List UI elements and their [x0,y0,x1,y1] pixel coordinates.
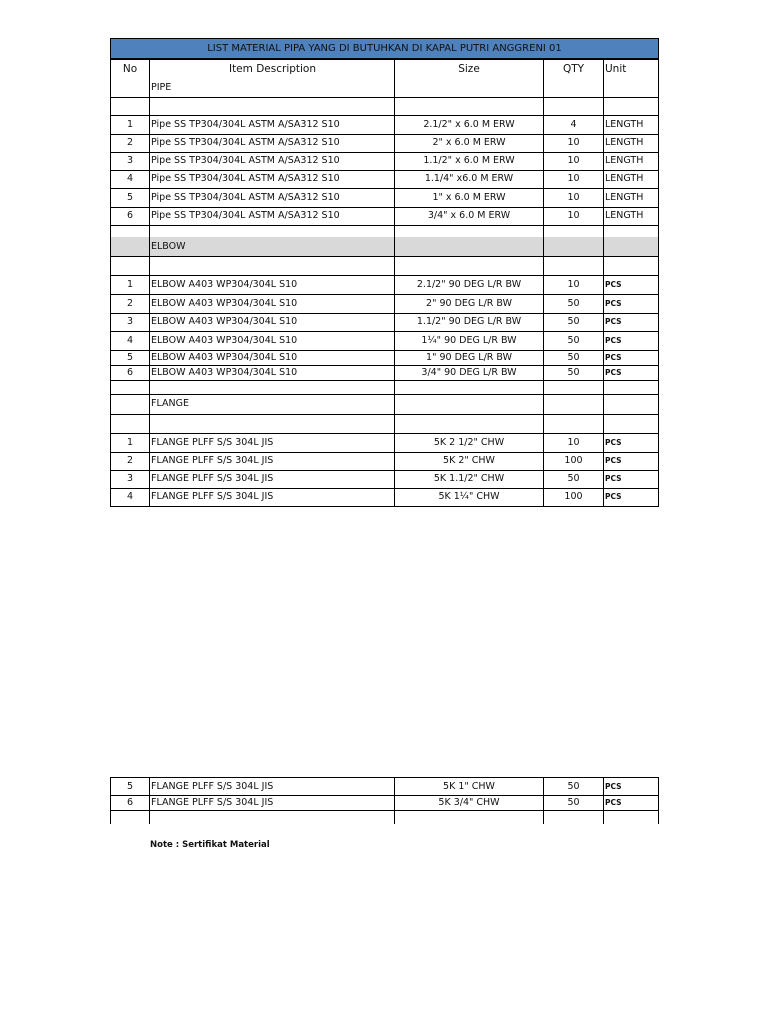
cell-qty [543,97,603,115]
cell-no: 6 [110,365,149,380]
section-row-pipe [110,79,659,97]
cell-qty: 50 [543,795,603,810]
cell-qty: 10 [543,275,603,294]
cell-no [110,97,149,115]
empty-row [110,97,659,115]
cell-desc [149,414,394,433]
cell-no: 2 [110,452,149,470]
cell-size [394,394,543,414]
cell-qty: 50 [543,470,603,488]
cell-size: 5K 3/4" CHW [394,795,543,810]
cell-qty [543,810,603,824]
table-title [110,38,659,59]
cell-size [394,256,543,275]
cell-unit: PCS [603,313,659,331]
cell-desc: FLANGE PLFF S/S 304L JIS [149,795,394,810]
table-row [110,275,659,294]
cell-qty [543,414,603,433]
cell-size: 1" x 6.0 M ERW [394,188,543,207]
cell-qty [543,380,603,394]
cell-size [394,225,543,237]
cell-qty: 10 [543,207,603,225]
cell-size: 3/4" x 6.0 M ERW [394,207,543,225]
cell-unit [603,394,659,414]
cell-size: 1.1/2" 90 DEG L/R BW [394,313,543,331]
cell-desc [149,256,394,275]
cell-no: 3 [110,470,149,488]
cell-desc: FLANGE [149,394,394,414]
cell-desc: FLANGE PLFF S/S 304L JIS [149,452,394,470]
cell-no: 2 [110,134,149,152]
cell-unit: PCS [603,470,659,488]
cell-size: 5K 2" CHW [394,452,543,470]
cell-no: 5 [110,778,149,795]
cell-no: 1 [110,115,149,134]
cell-desc: ELBOW A403 WP304/304L S10 [149,350,394,365]
cell-qty: 50 [543,350,603,365]
cell-desc: Pipe SS TP304/304L ASTM A/SA312 S10 [149,152,394,170]
table-row [110,115,659,134]
cell-unit: LENGTH [603,170,659,188]
cell-size [394,380,543,394]
table-row [110,433,659,452]
empty-row [110,256,659,275]
table-row [110,134,659,152]
cell-no [110,225,149,237]
cell-size [394,237,543,256]
cell-no: 4 [110,170,149,188]
cell-unit: PCS [603,795,659,810]
cell-qty: 10 [543,188,603,207]
cell-unit: LENGTH [603,152,659,170]
empty-row [110,414,659,433]
cell-desc [149,810,394,824]
cell-desc: ELBOW [149,237,394,256]
cell-desc: Pipe SS TP304/304L ASTM A/SA312 S10 [149,170,394,188]
cell-no: 3 [110,152,149,170]
cell-no [110,79,149,97]
cell-unit: LENGTH [603,115,659,134]
cell-size: 1.1/4" x6.0 M ERW [394,170,543,188]
cell-desc: ELBOW A403 WP304/304L S10 [149,365,394,380]
cell-unit: PCS [603,778,659,795]
header-size: Size [394,60,543,79]
cell-unit: LENGTH [603,207,659,225]
cell-qty: 50 [543,313,603,331]
cell-desc: ELBOW A403 WP304/304L S10 [149,313,394,331]
table-row [110,778,659,795]
cell-qty: 100 [543,452,603,470]
cell-qty [543,394,603,414]
cell-no [110,237,149,256]
cell-desc: Pipe SS TP304/304L ASTM A/SA312 S10 [149,115,394,134]
cell-no: 6 [110,795,149,810]
table-row [110,452,659,470]
cell-desc: FLANGE PLFF S/S 304L JIS [149,433,394,452]
cell-no: 1 [110,433,149,452]
header-row [110,60,659,79]
empty-row [110,810,659,824]
cell-unit: LENGTH [603,188,659,207]
cell-size: 2" x 6.0 M ERW [394,134,543,152]
cell-no: 5 [110,350,149,365]
table-row [110,152,659,170]
cell-size: 1.1/2" x 6.0 M ERW [394,152,543,170]
cell-size [394,79,543,97]
cell-qty: 50 [543,294,603,313]
cell-unit [603,810,659,824]
cell-desc [149,380,394,394]
cell-no: 4 [110,331,149,350]
cell-unit [603,79,659,97]
cell-no: 1 [110,275,149,294]
cell-unit: LENGTH [603,134,659,152]
cell-unit: PCS [603,275,659,294]
table-row [110,488,659,506]
cell-size: 3/4" 90 DEG L/R BW [394,365,543,380]
cell-no [110,810,149,824]
cell-qty: 10 [543,170,603,188]
cell-no: 6 [110,207,149,225]
cell-size: 5K 1¼" CHW [394,488,543,506]
title-text: LIST MATERIAL PIPA YANG DI BUTUHKAN DI KAPAL PUTRI ANGGRENI 01 [207,42,562,54]
cell-size: 1" 90 DEG L/R BW [394,350,543,365]
cell-unit: PCS [603,452,659,470]
cell-no [110,380,149,394]
cell-no [110,256,149,275]
cell-no: 3 [110,313,149,331]
cell-qty: 50 [543,331,603,350]
cell-desc: Pipe SS TP304/304L ASTM A/SA312 S10 [149,134,394,152]
note-text: Note : Sertifikat Material [150,840,270,850]
table-row [110,470,659,488]
cell-desc: FLANGE PLFF S/S 304L JIS [149,470,394,488]
cell-desc: Pipe SS TP304/304L ASTM A/SA312 S10 [149,207,394,225]
section-row-elbow [110,237,659,256]
table-row [110,207,659,225]
cell-no: 4 [110,488,149,506]
cell-desc: ELBOW A403 WP304/304L S10 [149,275,394,294]
table-row [110,188,659,207]
cell-unit: PCS [603,350,659,365]
header-qty: QTY [543,60,603,79]
table-row [110,365,659,380]
cell-size: 2" 90 DEG L/R BW [394,294,543,313]
cell-qty: 10 [543,134,603,152]
cell-size [394,810,543,824]
table-row [110,170,659,188]
cell-desc: Pipe SS TP304/304L ASTM A/SA312 S10 [149,188,394,207]
cell-desc: FLANGE PLFF S/S 304L JIS [149,778,394,795]
cell-size [394,414,543,433]
cell-unit [603,237,659,256]
section-row-flange [110,394,659,414]
header-no: No [110,60,149,79]
cell-qty: 50 [543,778,603,795]
cell-unit: PCS [603,433,659,452]
cell-size: 5K 1" CHW [394,778,543,795]
cell-unit [603,225,659,237]
cell-desc: ELBOW A403 WP304/304L S10 [149,294,394,313]
cell-unit: PCS [603,331,659,350]
cell-size: 5K 1.1/2" CHW [394,470,543,488]
cell-unit [603,97,659,115]
cell-desc: FLANGE PLFF S/S 304L JIS [149,488,394,506]
cell-unit [603,414,659,433]
empty-row [110,225,659,237]
cell-qty: 50 [543,365,603,380]
cell-no: 5 [110,188,149,207]
cell-size: 2.1/2" 90 DEG L/R BW [394,275,543,294]
cell-desc [149,97,394,115]
table-row [110,331,659,350]
table-row [110,795,659,810]
cell-unit [603,380,659,394]
table-row [110,313,659,331]
cell-no: 2 [110,294,149,313]
cell-qty: 4 [543,115,603,134]
cell-qty [543,79,603,97]
cell-size [394,97,543,115]
table-row [110,294,659,313]
cell-qty: 10 [543,433,603,452]
cell-size: 5K 2 1/2" CHW [394,433,543,452]
cell-unit: PCS [603,488,659,506]
cell-unit: PCS [603,365,659,380]
header-unit: Unit [603,60,659,79]
empty-row [110,380,659,394]
cell-unit: PCS [603,294,659,313]
cell-desc: ELBOW A403 WP304/304L S10 [149,331,394,350]
header-desc: Item Description [149,60,394,79]
cell-no [110,394,149,414]
cell-unit [603,256,659,275]
cell-desc: PIPE [149,79,394,97]
cell-size: 1¼" 90 DEG L/R BW [394,331,543,350]
table-row [110,350,659,365]
cell-qty [543,225,603,237]
cell-no [110,414,149,433]
cell-qty [543,237,603,256]
cell-desc [149,225,394,237]
cell-size: 2.1/2" x 6.0 M ERW [394,115,543,134]
cell-qty: 10 [543,152,603,170]
cell-qty [543,256,603,275]
cell-qty: 100 [543,488,603,506]
